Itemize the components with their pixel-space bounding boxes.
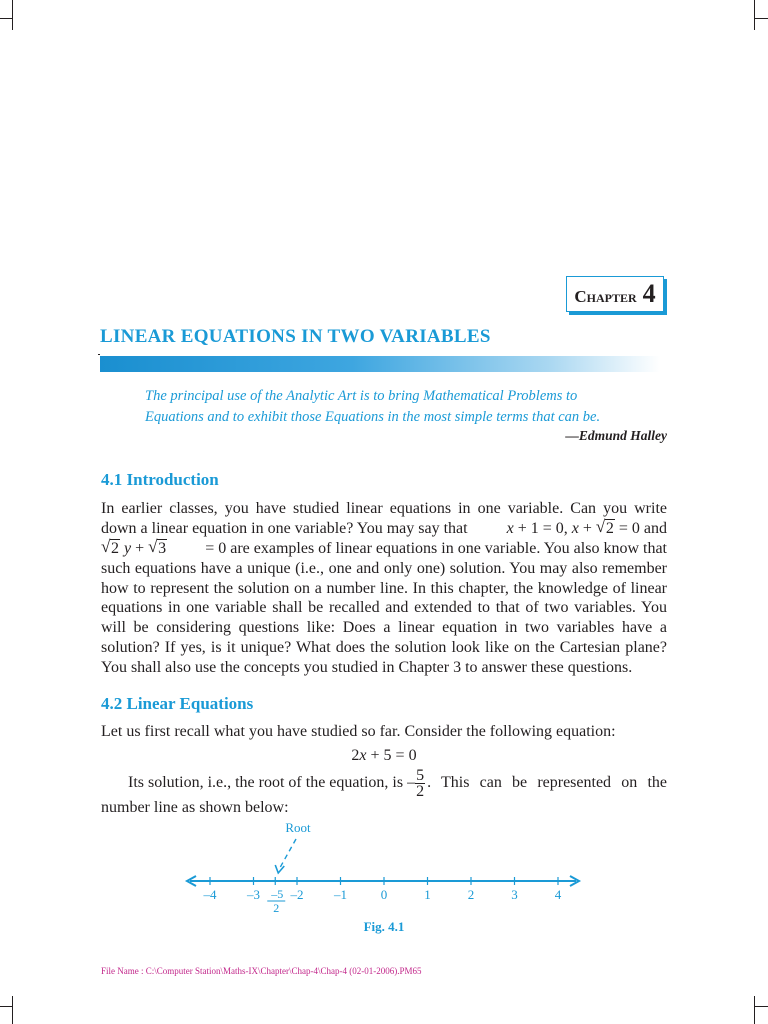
fraction-negative-five-halves: – $\frac{5}{2}$ — [407, 766, 425, 800]
tick-label: 1 — [424, 887, 431, 902]
tick-label: –1 — [334, 887, 347, 902]
root-arrow-shaft — [279, 839, 296, 869]
chapter-word: Chapter — [574, 287, 637, 306]
section-heading-introduction: 4.1 Introduction — [101, 470, 219, 489]
epigraph-quote — [145, 386, 665, 428]
paragraph-line: how to represent the solution on a number line. In this chapter, the knowledge of linear — [101, 579, 667, 597]
paragraph-line — [101, 539, 667, 559]
text-span: . This can be represented on the — [427, 774, 667, 792]
tick-label: –4 — [203, 887, 217, 902]
tick-label: 4 — [554, 887, 562, 902]
figure-caption: Fig. 4.1 — [363, 919, 405, 934]
solution-paragraph — [101, 768, 667, 818]
paragraph-line — [101, 768, 667, 798]
crop-mark-top-left-h — [0, 18, 12, 19]
tick-label: 2 — [467, 887, 475, 902]
sqrt-symbol: √ 3 — [148, 537, 167, 558]
paragraph-line: Let us first recall what you have studied so far. Consider the following equation: — [101, 723, 616, 740]
introduction-paragraph — [101, 499, 667, 677]
text-span: down a linear equation in one variable? You may say that — [101, 519, 468, 537]
chapter-title: LINEAR EQUATIONS IN TWO VARIABLES — [100, 326, 491, 347]
crop-mark-bottom-right-h — [755, 1006, 768, 1007]
sqrt-symbol: √ 2 — [101, 537, 119, 558]
crop-mark-top-left — [12, 0, 13, 30]
text-span: = 0 are examples of linear equations in one variable. You also know that — [205, 540, 667, 558]
linear-equations-intro — [101, 722, 667, 742]
tick-label: 0 — [380, 887, 388, 902]
root-fraction-numerator: –5 — [271, 887, 284, 901]
root-fraction-denominator: 2 — [273, 901, 280, 915]
root-arrow-head — [275, 865, 284, 873]
footer-file-name: File Name : C:\Computer Station\Maths-IX\Chapter\Chap-4\Chap-4 (02-01-2006).PM65 — [101, 966, 422, 976]
math-span: √ 2 y + √ 3 — [101, 537, 167, 558]
paragraph-line: You shall also use the concepts you studied in Chapter 3 to answer these questions. — [101, 658, 633, 676]
paragraph-line: solution? If yes, is it unique? What does the solution look like on the Cartesian plane? — [101, 638, 667, 656]
sqrt-symbol: √ 2 — [595, 516, 614, 537]
text-span: Its solution, i.e., the root of the equation, is — [128, 774, 404, 792]
quote-author: —Edmund Halley — [565, 428, 667, 443]
quote-line-2: Equations and to exhibit those Equations in the most simple terms that can be. — [145, 409, 601, 425]
paragraph-line — [101, 516, 667, 539]
root-label: Root — [285, 820, 311, 835]
chapter-number: 4 — [642, 279, 656, 308]
tick-label: –2 — [290, 887, 304, 902]
crop-mark-bottom-left — [12, 996, 13, 1024]
crop-mark-bottom-right — [754, 996, 755, 1024]
crop-mark-top-right — [754, 0, 755, 30]
number-line-figure — [0, 815, 768, 920]
title-gradient-bar — [100, 356, 660, 372]
paragraph-line: In earlier classes, you have studied linear equations in one variable. Can you write — [101, 500, 667, 517]
chapter-box — [566, 276, 664, 312]
paragraph-line: will be considering questions like: Does a linear equation in two variables have a — [101, 619, 667, 637]
section-heading-linear-equations: 4.2 Linear Equations — [101, 694, 254, 713]
tick-label: 3 — [511, 887, 518, 902]
equation-display: 2x + 5 = 0 — [351, 747, 417, 764]
title-rule-tick — [98, 354, 100, 355]
tick-label: –3 — [247, 887, 260, 902]
crop-mark-bottom-left-h — [0, 1006, 12, 1007]
paragraph-line: number line as shown below: — [101, 799, 289, 816]
paragraph-line: equations in one variable shall be recalled and extended to that of two variables. You — [101, 599, 667, 617]
math-span: x + 1 = 0, x + √ 2 = 0 and — [506, 516, 667, 537]
quote-line-1: The principal use of the Analytic Art is to bring Mathematical Problems to — [145, 388, 578, 404]
crop-mark-top-right-h — [755, 18, 768, 19]
paragraph-line: such equations have a unique (i.e., one and only one) solution. You may also remember — [101, 560, 667, 578]
